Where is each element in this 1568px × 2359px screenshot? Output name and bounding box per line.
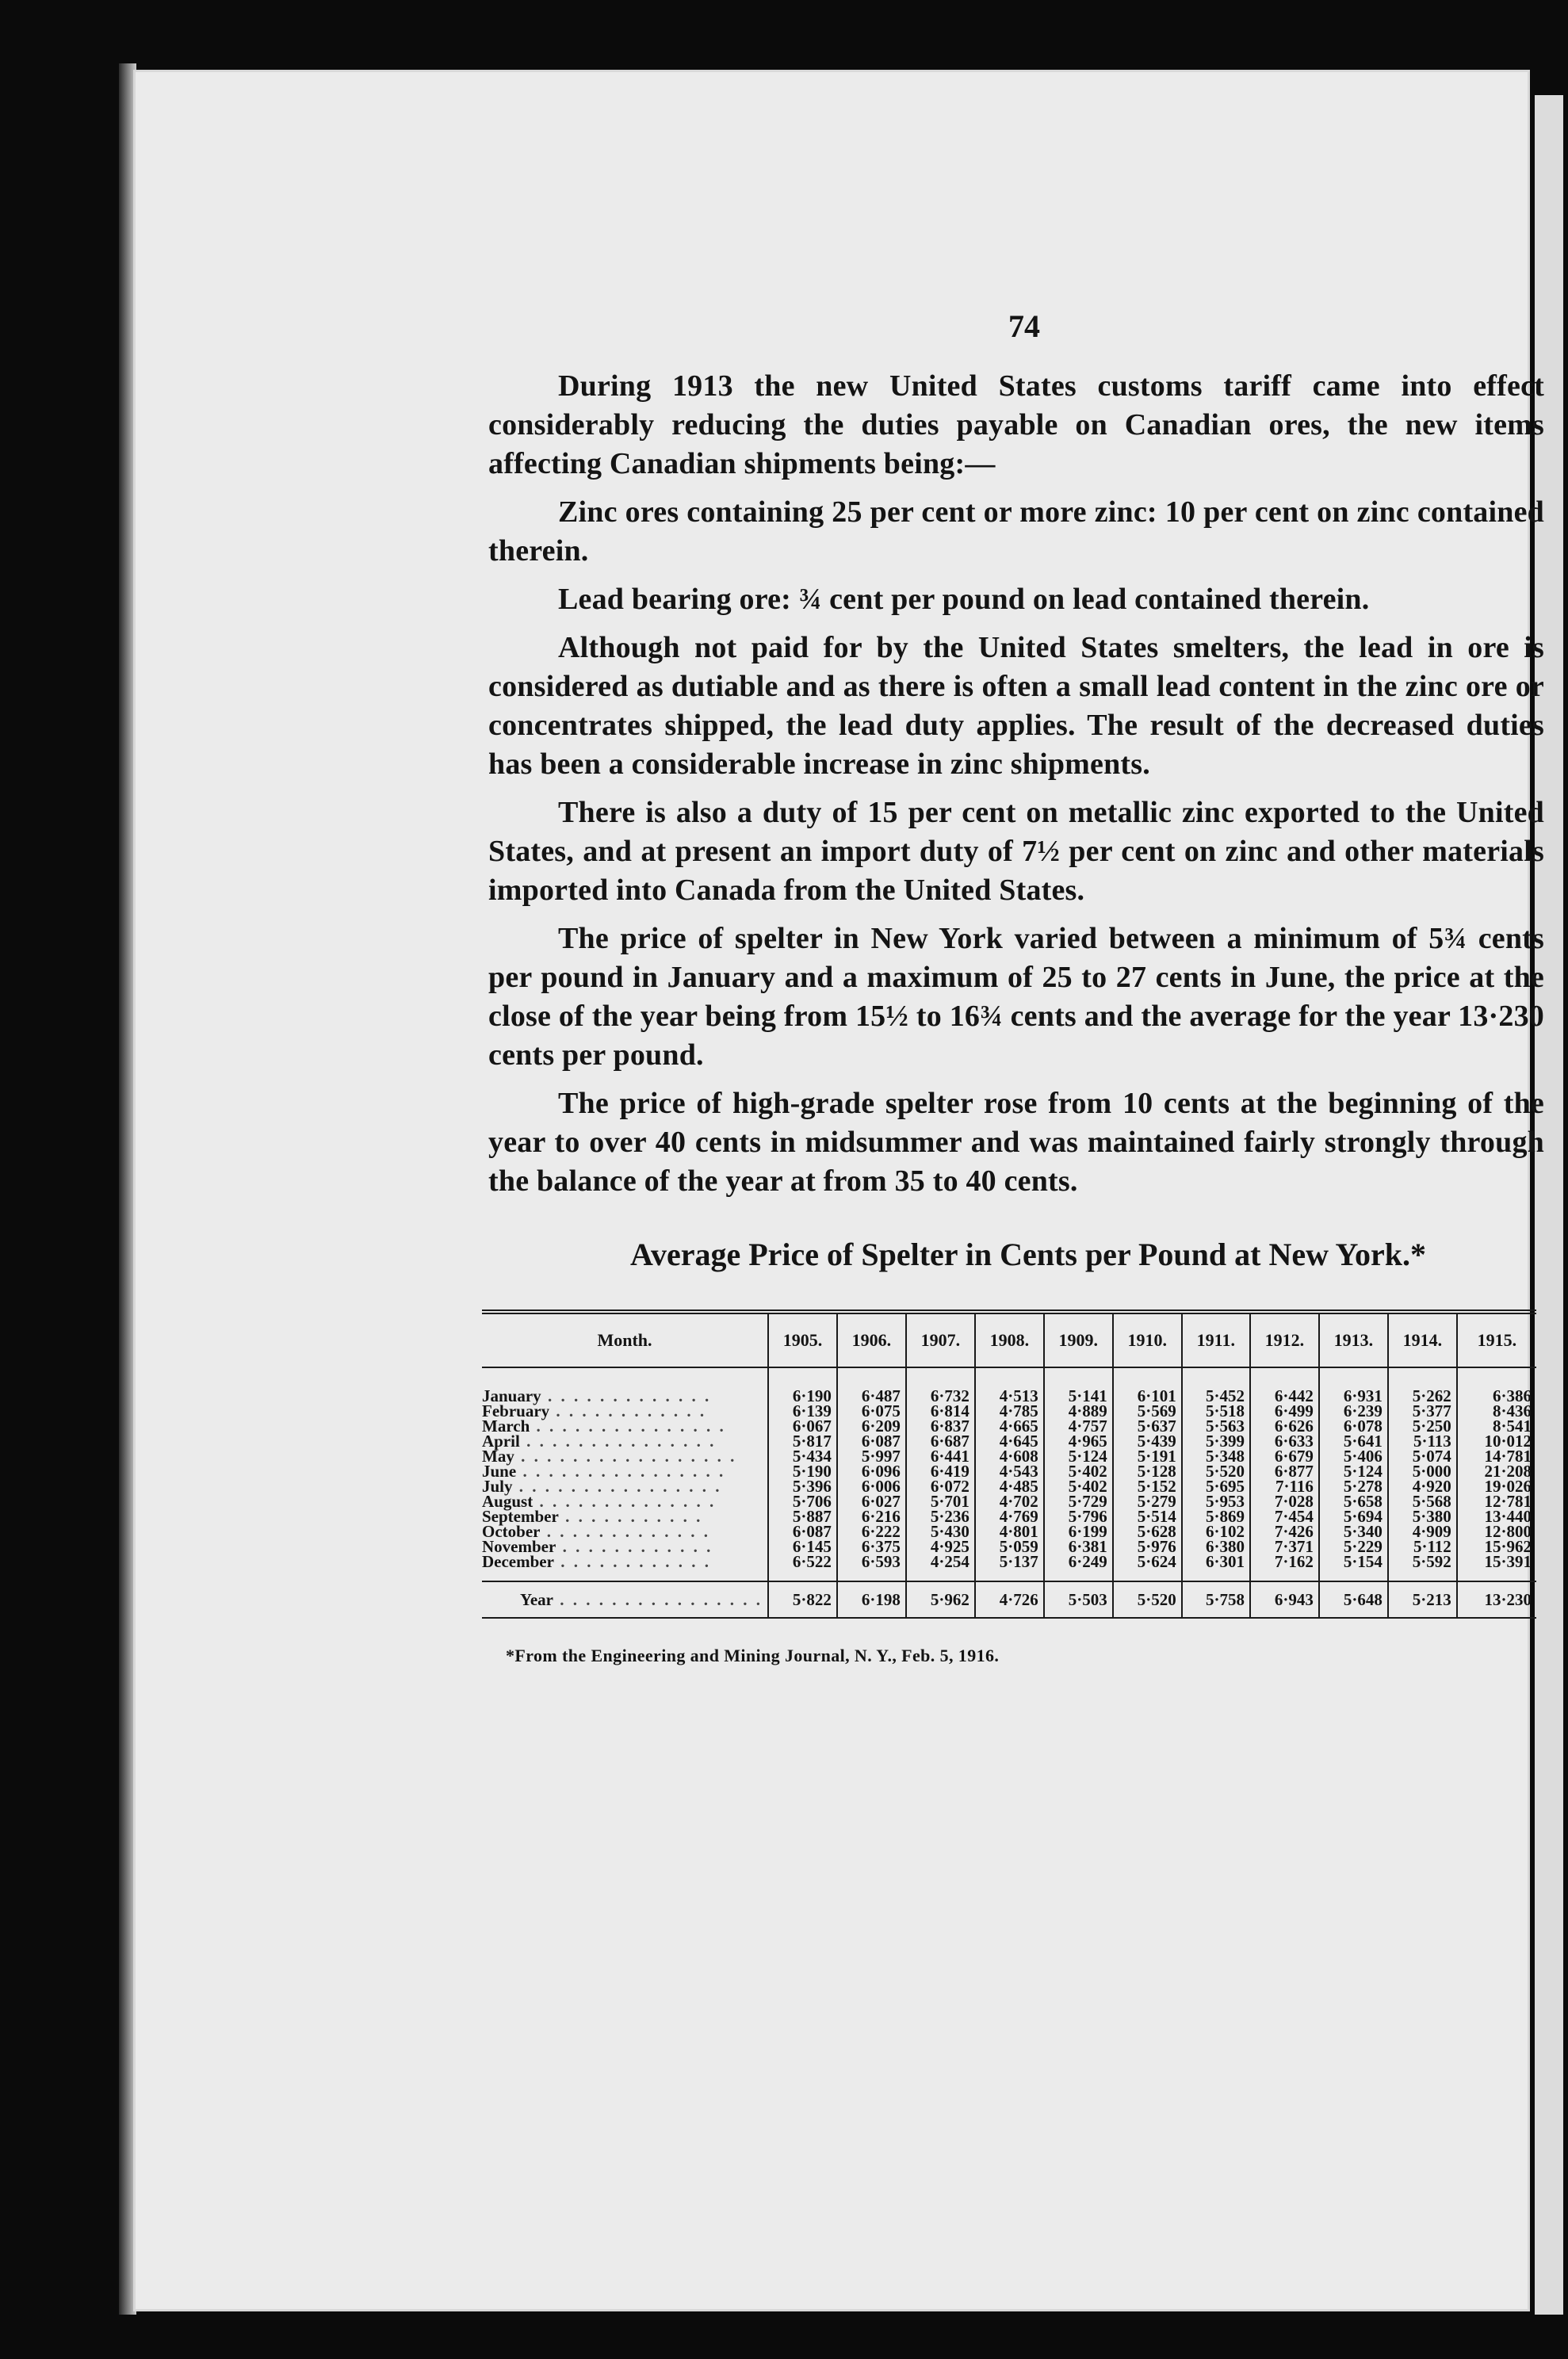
price-cell: 5·628 (1113, 1524, 1182, 1539)
price-cell: 5·262 (1388, 1367, 1457, 1404)
year-header: 1910. (1113, 1312, 1182, 1367)
year-label-cell (482, 1581, 768, 1618)
price-cell: 5·000 (1388, 1464, 1457, 1479)
paragraph-lead-ore: Lead bearing ore: ¾ cent per pound on lead contained therein. (558, 583, 1370, 616)
price-cell: 6·499 (1250, 1404, 1319, 1419)
year-header: 1908. (975, 1312, 1044, 1367)
price-cell: 5·377 (1388, 1404, 1457, 1419)
price-cell: 6·102 (1182, 1524, 1250, 1539)
price-cell: 5·563 (1182, 1419, 1250, 1434)
price-cell: 5·348 (1182, 1449, 1250, 1464)
footnote: *From the Engineering and Mining Journal, N. Y., Feb. 5, 1916. (506, 1646, 1000, 1665)
price-cell: 6·249 (1044, 1554, 1113, 1581)
price-cell: 6·087 (768, 1524, 837, 1539)
price-cell: 5·236 (906, 1509, 975, 1524)
price-cell: 5·213 (1388, 1581, 1457, 1618)
year-header: 1905. (768, 1312, 837, 1367)
price-cell: 5·124 (1044, 1449, 1113, 1464)
price-cell: 4·702 (975, 1494, 1044, 1509)
price-cell: 5·637 (1113, 1419, 1182, 1434)
price-cell: 5·402 (1044, 1464, 1113, 1479)
price-cell: 5·399 (1182, 1434, 1250, 1449)
price-cell: 5·976 (1113, 1539, 1182, 1554)
price-cell: 8·541 (1457, 1419, 1536, 1434)
month-label: September (482, 1507, 559, 1526)
price-cell: 5·112 (1388, 1539, 1457, 1554)
price-cell: 5·953 (1182, 1494, 1250, 1509)
price-cell: 5·520 (1113, 1581, 1182, 1618)
price-cell: 5·279 (1113, 1494, 1182, 1509)
price-cell: 5·452 (1182, 1367, 1250, 1404)
price-cell: 13·440 (1457, 1509, 1536, 1524)
price-cell: 5·059 (975, 1539, 1044, 1554)
page-number: 74 (1008, 308, 1040, 344)
leader-dots: . . . . . . . . . . . . . (541, 1386, 712, 1405)
price-cell: 6·209 (837, 1419, 906, 1434)
price-cell: 6·442 (1250, 1367, 1319, 1404)
price-cell: 6·943 (1250, 1581, 1319, 1618)
year-header: 1911. (1182, 1312, 1250, 1367)
price-cell: 5·520 (1182, 1464, 1250, 1479)
month-label: November (482, 1537, 556, 1556)
month-cell (482, 1554, 768, 1581)
leader-dots: . . . . . . . . . . . . . . (533, 1492, 717, 1511)
page-content (482, 308, 1544, 1666)
year-header: 1912. (1250, 1312, 1319, 1367)
table-row (482, 1554, 1536, 1581)
table-title: Average Price of Spelter in Cents per Pound at New York.* (630, 1237, 1426, 1272)
price-cell: 7·454 (1250, 1509, 1319, 1524)
month-label: April (482, 1432, 520, 1451)
paragraph-lead-duty: Although not paid for by the United States smelters, the lead in ore is considered as dutiable and as there is often a small lead content in the zinc ore or concentrates shipped, the lead duty applies. The result of the decreased duties has been a considerable increase in zinc shipments. (488, 631, 1544, 781)
price-cell: 6·633 (1250, 1434, 1319, 1449)
price-cell: 5·641 (1319, 1434, 1388, 1449)
paragraph-high-grade: The price of high-grade spelter rose from 10 cents at the beginning of the year to over 40 cents in midsummer and was maintained fairly strongly through the balance of the year at from 35 to 40 cents. (488, 1087, 1544, 1198)
price-cell: 5·514 (1113, 1509, 1182, 1524)
price-cell: 5·402 (1044, 1479, 1113, 1494)
paragraph-metallic-zinc: There is also a duty of 15 per cent on metallic zinc exported to the United States, and at present an import duty of 7½ per cent on zinc and other materials imported into Canada from the United States. (488, 796, 1544, 907)
price-cell: 4·665 (975, 1419, 1044, 1434)
price-cell: 5·250 (1388, 1419, 1457, 1434)
price-cell: 13·230 (1457, 1581, 1536, 1618)
price-cell: 5·817 (768, 1434, 837, 1449)
price-cell: 6·006 (837, 1479, 906, 1494)
price-cell: 5·658 (1319, 1494, 1388, 1509)
year-header: 1907. (906, 1312, 975, 1367)
price-cell: 6·522 (768, 1554, 837, 1581)
month-label: August (482, 1492, 534, 1511)
price-cell: 5·503 (1044, 1581, 1113, 1618)
price-cell: 5·430 (906, 1524, 975, 1539)
price-cell: 5·137 (975, 1554, 1044, 1581)
month-label: July (482, 1477, 513, 1496)
price-cell: 5·624 (1113, 1554, 1182, 1581)
price-cell: 6·027 (837, 1494, 906, 1509)
table-row (482, 1367, 1536, 1404)
month-label: December (482, 1552, 554, 1571)
price-cell: 5·706 (768, 1494, 837, 1509)
price-cell: 6·222 (837, 1524, 906, 1539)
price-cell: 4·889 (1044, 1404, 1113, 1419)
price-cell: 6·067 (768, 1419, 837, 1434)
price-cell: 6·199 (1044, 1524, 1113, 1539)
price-cell: 5·154 (1319, 1554, 1388, 1581)
price-cell: 4·726 (975, 1581, 1044, 1618)
price-cell: 6·096 (837, 1464, 906, 1479)
price-cell: 12·781 (1457, 1494, 1536, 1509)
price-cell: 6·087 (837, 1434, 906, 1449)
price-cell: 5·152 (1113, 1479, 1182, 1494)
price-cell: 5·648 (1319, 1581, 1388, 1618)
price-cell: 5·592 (1388, 1554, 1457, 1581)
price-cell: 7·162 (1250, 1554, 1319, 1581)
price-cell: 6·732 (906, 1367, 975, 1404)
year-header: 1909. (1044, 1312, 1113, 1367)
price-cell: 5·113 (1388, 1434, 1457, 1449)
paragraph-zinc-ores: Zinc ores containing 25 per cent or more zinc: 10 per cent on zinc contained therein. (488, 495, 1544, 568)
price-cell: 5·191 (1113, 1449, 1182, 1464)
price-cell: 5·869 (1182, 1509, 1250, 1524)
price-cell: 5·396 (768, 1479, 837, 1494)
price-cell: 6·380 (1182, 1539, 1250, 1554)
month-label: January (482, 1386, 541, 1405)
price-cell: 6·814 (906, 1404, 975, 1419)
price-cell: 6·419 (906, 1464, 975, 1479)
price-cell: 6·386 (1457, 1367, 1536, 1404)
price-cell: 5·340 (1319, 1524, 1388, 1539)
price-cell: 15·391 (1457, 1554, 1536, 1581)
price-cell: 8·436 (1457, 1404, 1536, 1419)
leader-dots: . . . . . . . . . . . . . . . . (512, 1477, 722, 1496)
price-cell: 6·877 (1250, 1464, 1319, 1479)
price-cell: 5·380 (1388, 1509, 1457, 1524)
spelter-price-table (482, 1309, 1536, 1619)
price-cell: 5·997 (837, 1449, 906, 1464)
price-cell: 4·801 (975, 1524, 1044, 1539)
price-cell: 4·757 (1044, 1419, 1113, 1434)
price-cell: 4·513 (975, 1367, 1044, 1404)
price-cell: 6·626 (1250, 1419, 1319, 1434)
leader-dots: . . . . . . . . . . . . (556, 1537, 713, 1556)
price-cell: 4·920 (1388, 1479, 1457, 1494)
month-header: Month. (482, 1312, 768, 1367)
leader-dots: . . . . . . . . . . . . . . . . (553, 1590, 763, 1609)
price-cell: 6·078 (1319, 1419, 1388, 1434)
table-header-row (482, 1312, 1536, 1367)
price-cell: 4·485 (975, 1479, 1044, 1494)
price-cell: 5·796 (1044, 1509, 1113, 1524)
paragraph-spelter-price: The price of spelter in New York varied between a minimum of 5¾ cents per pound in January and a maximum of 25 to 27 cents in June, the price at the close of the year being from 15½ to 16¾ cents and the average for the year 13·230 cents per pound. (488, 922, 1544, 1072)
year-header: 1914. (1388, 1312, 1457, 1367)
scanned-page (133, 70, 1544, 2311)
price-cell: 6·101 (1113, 1367, 1182, 1404)
price-cell: 4·965 (1044, 1434, 1113, 1449)
leader-dots: . . . . . . . . . . . . . . . . . (514, 1447, 737, 1466)
month-label: October (482, 1522, 541, 1541)
month-label: March (482, 1417, 530, 1436)
price-cell: 5·701 (906, 1494, 975, 1509)
leader-dots: . . . . . . . . . . . . (553, 1552, 711, 1571)
price-cell: 5·074 (1388, 1449, 1457, 1464)
price-cell: 7·426 (1250, 1524, 1319, 1539)
price-cell: 5·434 (768, 1449, 837, 1464)
price-cell: 7·371 (1250, 1539, 1319, 1554)
price-cell: 4·254 (906, 1554, 975, 1581)
price-cell: 6·931 (1319, 1367, 1388, 1404)
price-cell: 6·139 (768, 1404, 837, 1419)
price-cell: 6·441 (906, 1449, 975, 1464)
price-cell: 5·694 (1319, 1509, 1388, 1524)
price-cell: 5·758 (1182, 1581, 1250, 1618)
price-cell: 6·837 (906, 1419, 975, 1434)
price-cell: 5·141 (1044, 1367, 1113, 1404)
leader-dots: . . . . . . . . . . . . . . . (519, 1432, 717, 1451)
price-cell: 6·145 (768, 1539, 837, 1554)
price-cell: 5·439 (1113, 1434, 1182, 1449)
price-cell: 5·695 (1182, 1479, 1250, 1494)
month-label: February (482, 1401, 550, 1420)
price-cell: 5·518 (1182, 1404, 1250, 1419)
price-cell: 4·909 (1388, 1524, 1457, 1539)
price-cell: 14·781 (1457, 1449, 1536, 1464)
price-cell: 21·208 (1457, 1464, 1536, 1479)
price-cell: 4·769 (975, 1509, 1044, 1524)
price-cell: 10·012 (1457, 1434, 1536, 1449)
price-cell: 5·887 (768, 1509, 837, 1524)
year-label: Year (520, 1590, 553, 1609)
price-cell: 5·229 (1319, 1539, 1388, 1554)
price-cell: 6·487 (837, 1367, 906, 1404)
price-cell: 4·608 (975, 1449, 1044, 1464)
price-cell: 5·568 (1388, 1494, 1457, 1509)
leader-dots: . . . . . . . . . . . . . (540, 1522, 710, 1541)
price-cell: 6·687 (906, 1434, 975, 1449)
month-cell (482, 1367, 768, 1404)
price-cell: 4·645 (975, 1434, 1044, 1449)
year-header: 1906. (837, 1312, 906, 1367)
paragraph-tariff: During 1913 the new United States customs tariff came into effect considerably reducing the duties payable on Canadian ores, the new items affecting Canadian shipments being:— (488, 369, 1544, 480)
price-cell: 4·543 (975, 1464, 1044, 1479)
month-label: June (482, 1462, 517, 1481)
year-header: 1913. (1319, 1312, 1388, 1367)
price-cell: 12·800 (1457, 1524, 1536, 1539)
price-cell: 5·128 (1113, 1464, 1182, 1479)
price-cell: 6·075 (837, 1404, 906, 1419)
leader-dots: . . . . . . . . . . . . . . . . (516, 1462, 726, 1481)
price-cell: 5·569 (1113, 1404, 1182, 1419)
year-header: 1915. (1457, 1312, 1536, 1367)
price-cell: 6·216 (837, 1509, 906, 1524)
price-cell: 6·190 (768, 1367, 837, 1404)
price-cell: 6·679 (1250, 1449, 1319, 1464)
price-cell: 6·239 (1319, 1404, 1388, 1419)
price-cell: 5·962 (906, 1581, 975, 1618)
price-cell: 5·278 (1319, 1479, 1388, 1494)
price-cell: 6·375 (837, 1539, 906, 1554)
price-cell: 5·822 (768, 1581, 837, 1618)
price-cell: 5·124 (1319, 1464, 1388, 1479)
price-cell: 4·785 (975, 1404, 1044, 1419)
price-cell: 7·116 (1250, 1479, 1319, 1494)
price-cell: 6·593 (837, 1554, 906, 1581)
year-average-row (482, 1581, 1536, 1618)
price-cell: 5·406 (1319, 1449, 1388, 1464)
month-label: May (482, 1447, 514, 1466)
price-cell: 5·729 (1044, 1494, 1113, 1509)
price-cell: 6·072 (906, 1479, 975, 1494)
price-cell: 5·190 (768, 1464, 837, 1479)
price-cell: 6·301 (1182, 1554, 1250, 1581)
price-cell: 19·026 (1457, 1479, 1536, 1494)
leader-dots: . . . . . . . . . . . . . . . (530, 1417, 726, 1436)
price-cell: 6·381 (1044, 1539, 1113, 1554)
leader-dots: . . . . . . . . . . . (558, 1507, 703, 1526)
leader-dots: . . . . . . . . . . . . (549, 1401, 707, 1420)
price-cell: 6·198 (837, 1581, 906, 1618)
price-cell: 15·962 (1457, 1539, 1536, 1554)
price-cell: 4·925 (906, 1539, 975, 1554)
price-cell: 7·028 (1250, 1494, 1319, 1509)
